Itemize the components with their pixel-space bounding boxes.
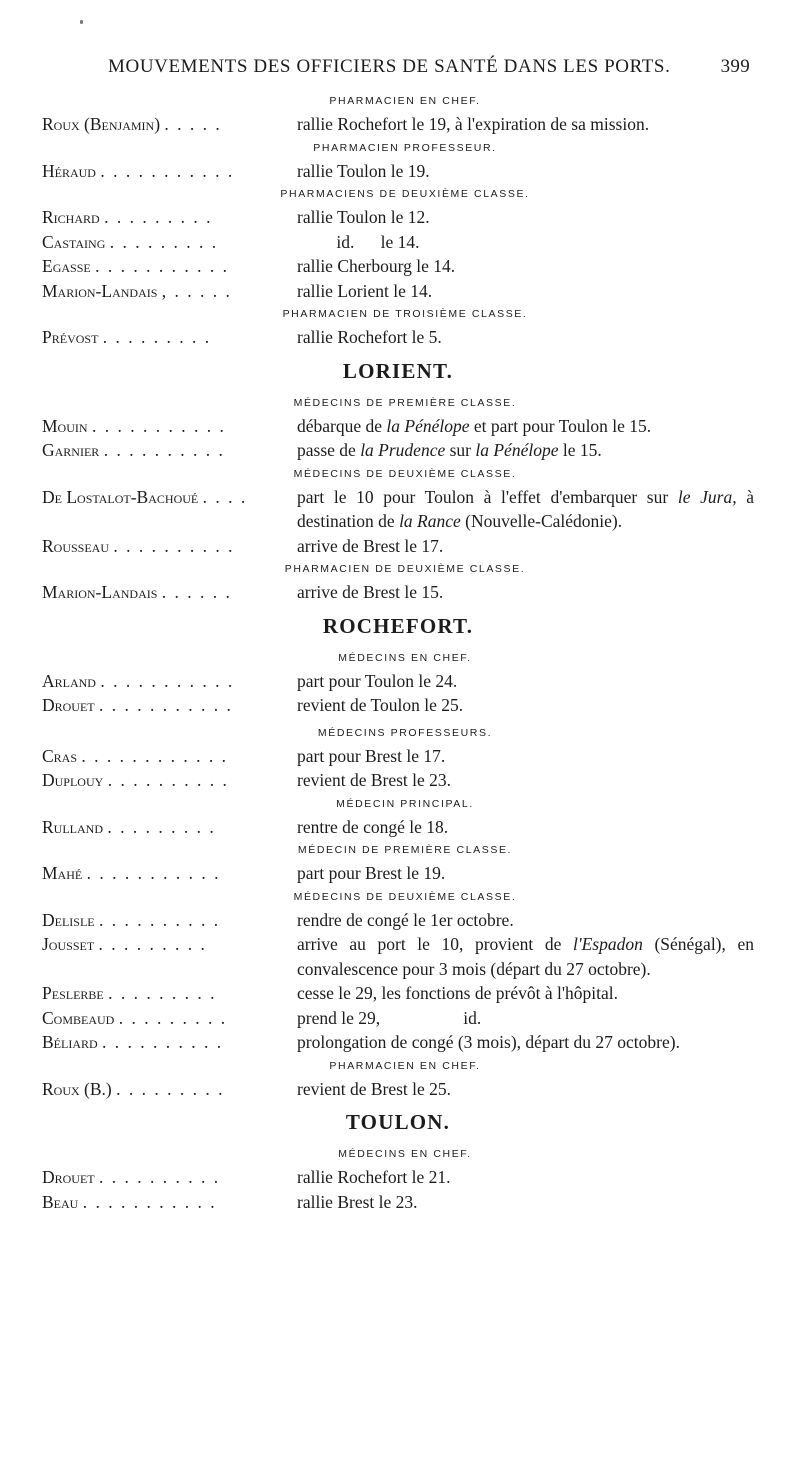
officer-name-text: Castaing bbox=[42, 231, 106, 252]
movement-description bbox=[292, 1190, 754, 1215]
movement-description bbox=[292, 861, 754, 886]
description-text: cesse le 29, les fonctions de prévôt à l'hôpital. bbox=[297, 983, 618, 1003]
movement-entry bbox=[42, 1165, 754, 1190]
movement-entry bbox=[42, 669, 754, 694]
leader-dots: , . . . . . bbox=[161, 280, 232, 301]
leader-dots: . . . . . . . . . bbox=[116, 1078, 225, 1099]
officer-name-text: Drouet bbox=[42, 1167, 95, 1187]
description-text: part pour Brest le 17. bbox=[297, 745, 446, 766]
leader-dots: . . . . . . bbox=[161, 582, 232, 602]
description-text: rallie Brest le 23. bbox=[297, 1191, 418, 1212]
leader-dots: . . . . . . . . . bbox=[102, 327, 212, 347]
description-text: passe de bbox=[297, 440, 361, 460]
description-text: débarque de bbox=[297, 415, 387, 436]
movement-entry bbox=[42, 325, 754, 350]
movement-entry bbox=[42, 230, 754, 255]
movement-description bbox=[292, 1077, 754, 1102]
description-text: part pour Toulon le 24. bbox=[297, 670, 458, 691]
leader-dots: . . . . bbox=[202, 486, 248, 507]
subsection-heading: PHARMACIEN PROFESSEUR. bbox=[313, 141, 497, 154]
leader-dots: . . . . . bbox=[164, 114, 222, 134]
movement-entry bbox=[42, 768, 754, 793]
port-heading: TOULON. bbox=[345, 1110, 451, 1134]
officer-name bbox=[42, 744, 292, 769]
leader-dots: . . . . . . . . . . bbox=[102, 1032, 224, 1052]
description-text: prend le 29, id. bbox=[297, 1007, 482, 1028]
leader-dots: . . . . . . . . . . bbox=[113, 535, 235, 556]
description-text: le 15. bbox=[558, 440, 602, 460]
movement-entry bbox=[42, 485, 759, 534]
officer-name bbox=[42, 112, 292, 137]
subsection-heading: PHARMACIEN EN CHEF. bbox=[329, 95, 481, 107]
movement-description bbox=[292, 205, 754, 230]
ship-name: la Pénélope bbox=[475, 440, 559, 460]
ship-name: la Prudence bbox=[360, 440, 446, 460]
movement-description bbox=[292, 279, 754, 304]
officer-name-text: Rousseau bbox=[42, 535, 110, 556]
officer-name-text: Delisle bbox=[42, 909, 95, 930]
officer-name bbox=[42, 768, 292, 793]
description-text: sur bbox=[445, 440, 476, 460]
leader-dots: . . . . . . . . . . . bbox=[82, 1191, 217, 1212]
movement-entry bbox=[42, 1006, 754, 1031]
officer-name bbox=[42, 815, 292, 840]
movement-description bbox=[292, 1165, 754, 1190]
movement-description bbox=[292, 325, 754, 350]
movement-description bbox=[292, 112, 754, 137]
officer-name-text: Béliard bbox=[42, 1032, 98, 1052]
officer-name bbox=[42, 159, 292, 184]
officer-name-text: Drouet bbox=[42, 695, 95, 715]
movement-description bbox=[292, 908, 754, 933]
description-text: rallie Lorient le 14. bbox=[297, 280, 433, 301]
movement-entry bbox=[42, 414, 754, 439]
port-heading: LORIENT. bbox=[342, 358, 454, 383]
officer-name bbox=[42, 279, 292, 304]
movement-entry bbox=[42, 580, 754, 605]
description-text: part pour Brest le 19. bbox=[297, 863, 446, 883]
movement-entry bbox=[42, 693, 754, 718]
ship-name: l'Espadon bbox=[573, 934, 643, 954]
description-text: et part pour Toulon le 15. bbox=[469, 415, 652, 436]
officer-name bbox=[42, 414, 292, 439]
officer-name bbox=[42, 1077, 292, 1102]
leader-dots: . . . . . . . . . . . bbox=[100, 670, 235, 691]
officer-name bbox=[42, 230, 292, 255]
movement-description bbox=[292, 981, 754, 1006]
officer-name-text: Egasse bbox=[42, 256, 91, 276]
leader-dots: . . . . . . . . . . . . bbox=[81, 745, 229, 766]
description-text: revient de Brest le 25. bbox=[297, 1078, 452, 1099]
description-text: rallie Toulon le 12. bbox=[297, 207, 430, 227]
officer-name-text: Combeaud bbox=[42, 1007, 115, 1028]
port-heading: ROCHEFORT. bbox=[322, 613, 474, 638]
leader-dots: . . . . . . . . . . bbox=[107, 770, 229, 790]
officer-name bbox=[42, 693, 292, 718]
officer-name bbox=[42, 981, 292, 1006]
movement-entry bbox=[42, 908, 754, 933]
movement-description bbox=[292, 580, 754, 605]
movement-description bbox=[292, 693, 754, 718]
subsection-heading: MÉDECINS DE DEUXIÈME CLASSE. bbox=[293, 467, 517, 480]
description-text: rallie Rochefort le 5. bbox=[297, 327, 442, 347]
page-body bbox=[42, 90, 759, 1214]
running-header bbox=[108, 56, 750, 82]
officer-name-text: Roux (Benjamin) bbox=[42, 114, 161, 134]
leader-dots: . . . . . . . . . . bbox=[103, 440, 225, 460]
description-text: à destination de bbox=[297, 486, 759, 531]
description-text: arrive de Brest le 15. bbox=[297, 582, 444, 602]
description-text: rentre de congé le 18. bbox=[297, 816, 449, 837]
movement-entry bbox=[42, 1077, 754, 1102]
movement-entry bbox=[42, 438, 754, 463]
description-text: part le 10 pour Toulon à l'effet d'embarquer sur bbox=[297, 486, 678, 507]
officer-name-text: Marion-Landais bbox=[42, 582, 158, 602]
movement-entry bbox=[42, 815, 754, 840]
movement-description bbox=[292, 230, 754, 255]
description-text: arrive de Brest le 17. bbox=[297, 535, 444, 556]
movement-entry bbox=[42, 112, 754, 137]
leader-dots: . . . . . . . . . . . bbox=[95, 256, 229, 276]
leader-dots: . . . . . . . . . . . bbox=[99, 695, 233, 715]
officer-name-text: Cras bbox=[42, 745, 78, 766]
officer-name-text: Arland bbox=[42, 670, 96, 691]
leader-dots: . . . . . . . . . bbox=[107, 816, 216, 837]
movement-entry bbox=[42, 1030, 754, 1055]
movement-description bbox=[292, 438, 754, 463]
leader-dots: . . . . . . . . . bbox=[104, 207, 213, 227]
description-text: (Sénégal), en convalescence pour 3 mois (départ du 27 octobre). bbox=[297, 934, 759, 979]
officer-name bbox=[42, 669, 292, 694]
movement-description bbox=[292, 768, 754, 793]
officer-name bbox=[42, 1165, 292, 1190]
officer-name-text: De Lostalot-Bachoué bbox=[42, 486, 199, 507]
officer-name bbox=[42, 205, 292, 230]
description-text: rallie Rochefort le 21. bbox=[297, 1167, 451, 1187]
officer-name bbox=[42, 254, 292, 279]
leader-dots: . . . . . . . . . . . bbox=[86, 863, 221, 883]
subsection-heading: MÉDECINS DE DEUXIÈME CLASSE. bbox=[293, 890, 517, 903]
movement-description bbox=[292, 815, 754, 840]
officer-name bbox=[42, 485, 292, 510]
movement-entry bbox=[42, 159, 754, 184]
movement-description bbox=[292, 1006, 754, 1031]
movement-description bbox=[292, 744, 754, 769]
page-number: 399 bbox=[720, 56, 750, 77]
movement-description bbox=[292, 534, 754, 559]
movement-description bbox=[292, 932, 759, 981]
officer-name-text: Héraud bbox=[42, 160, 96, 181]
officer-name bbox=[42, 861, 292, 886]
subsection-heading: PHARMACIENS DE DEUXIÈME CLASSE. bbox=[280, 188, 530, 200]
ship-name: la Pénélope bbox=[386, 415, 470, 436]
movement-entry bbox=[42, 205, 754, 230]
movement-description bbox=[292, 1030, 754, 1055]
officer-name bbox=[42, 1030, 292, 1055]
description-text: rendre de congé le 1er octobre. bbox=[297, 909, 514, 930]
description-text: (Nouvelle-Calédonie). bbox=[460, 511, 623, 531]
leader-dots: . . . . . . . . . bbox=[108, 983, 217, 1003]
leader-dots: . . . . . . . . . . . bbox=[100, 160, 235, 181]
subsection-heading: MÉDECINS EN CHEF. bbox=[338, 651, 472, 664]
movement-description bbox=[292, 485, 759, 534]
officer-name-text: Garnier bbox=[42, 440, 100, 460]
officer-name-text: Jousset bbox=[42, 934, 95, 954]
description-text: rallie Cherbourg le 14. bbox=[297, 256, 456, 276]
officer-name-text: Peslerbe bbox=[42, 983, 104, 1003]
leader-dots: . . . . . . . . . . . bbox=[91, 415, 226, 436]
movement-description bbox=[292, 414, 754, 439]
leader-dots: . . . . . . . . . bbox=[118, 1007, 228, 1028]
description-text: rallie Rochefort le 19, à l'expiration de sa mission. bbox=[297, 114, 650, 134]
description-text: arrive au port le 10, provient de bbox=[297, 934, 573, 954]
subsection-heading: MÉDECINS EN CHEF. bbox=[338, 1148, 472, 1160]
leader-dots: . . . . . . . . . . bbox=[99, 1167, 221, 1187]
leader-dots: . . . . . . . . . bbox=[109, 231, 219, 252]
subsection-heading: MÉDECINS PROFESSEURS. bbox=[317, 726, 493, 739]
leader-dots: . . . . . . . . . bbox=[98, 934, 207, 954]
officer-name bbox=[42, 932, 292, 957]
officer-name bbox=[42, 325, 292, 350]
subsection-heading: MÉDECIN DE PREMIÈRE CLASSE. bbox=[297, 844, 513, 856]
officer-name-text: Marion-Landais bbox=[42, 280, 158, 301]
movement-description bbox=[292, 254, 754, 279]
ink-speck bbox=[80, 20, 83, 24]
movement-entry bbox=[42, 861, 754, 886]
officer-name-text: Roux (B.) bbox=[42, 1078, 112, 1099]
officer-name-text: Beau bbox=[42, 1191, 79, 1212]
movement-entry bbox=[42, 534, 754, 559]
officer-name-text: Mahé bbox=[42, 863, 83, 883]
movement-entry bbox=[42, 932, 759, 981]
subsection-heading: PHARMACIEN DE DEUXIÈME CLASSE. bbox=[284, 563, 526, 575]
officer-name bbox=[42, 534, 292, 559]
officer-name bbox=[42, 438, 292, 463]
description-text: revient de Brest le 23. bbox=[297, 770, 452, 790]
leader-dots: . . . . . . . . . . bbox=[99, 909, 221, 930]
movement-entry bbox=[42, 981, 754, 1006]
ship-name: le Jura, bbox=[677, 486, 737, 507]
description-text: rallie Toulon le 19. bbox=[297, 160, 430, 181]
description-text: prolongation de congé (3 mois), départ du 27 octobre). bbox=[297, 1032, 680, 1052]
movement-entry bbox=[42, 744, 754, 769]
running-title: MOUVEMENTS DES OFFICIERS DE SANTÉ DANS LES PORTS. bbox=[108, 56, 671, 77]
subsection-heading: PHARMACIEN DE TROISIÈME CLASSE. bbox=[282, 308, 528, 320]
officer-name-text: Richard bbox=[42, 207, 100, 227]
officer-name-text: Prévost bbox=[42, 327, 99, 347]
description-text: id. le 14. bbox=[297, 231, 420, 252]
subsection-heading: PHARMACIEN EN CHEF. bbox=[329, 1059, 481, 1072]
officer-name bbox=[42, 908, 292, 933]
movement-entry bbox=[42, 1190, 754, 1215]
officer-name bbox=[42, 580, 292, 605]
officer-name-text: Rulland bbox=[42, 816, 103, 837]
ship-name: la Rance bbox=[399, 511, 461, 531]
description-text: revient de Toulon le 25. bbox=[297, 695, 464, 715]
subsection-heading: MÉDECINS DE PREMIÈRE CLASSE. bbox=[293, 396, 517, 409]
movement-description bbox=[292, 669, 754, 694]
officer-name-text: Mouin bbox=[42, 415, 88, 436]
officer-name bbox=[42, 1190, 292, 1215]
movement-entry bbox=[42, 254, 754, 279]
subsection-heading: MÉDECIN PRINCIPAL. bbox=[336, 797, 474, 810]
officer-name bbox=[42, 1006, 292, 1031]
movement-description bbox=[292, 159, 754, 184]
officer-name-text: Duplouy bbox=[42, 770, 104, 790]
movement-entry bbox=[42, 279, 754, 304]
